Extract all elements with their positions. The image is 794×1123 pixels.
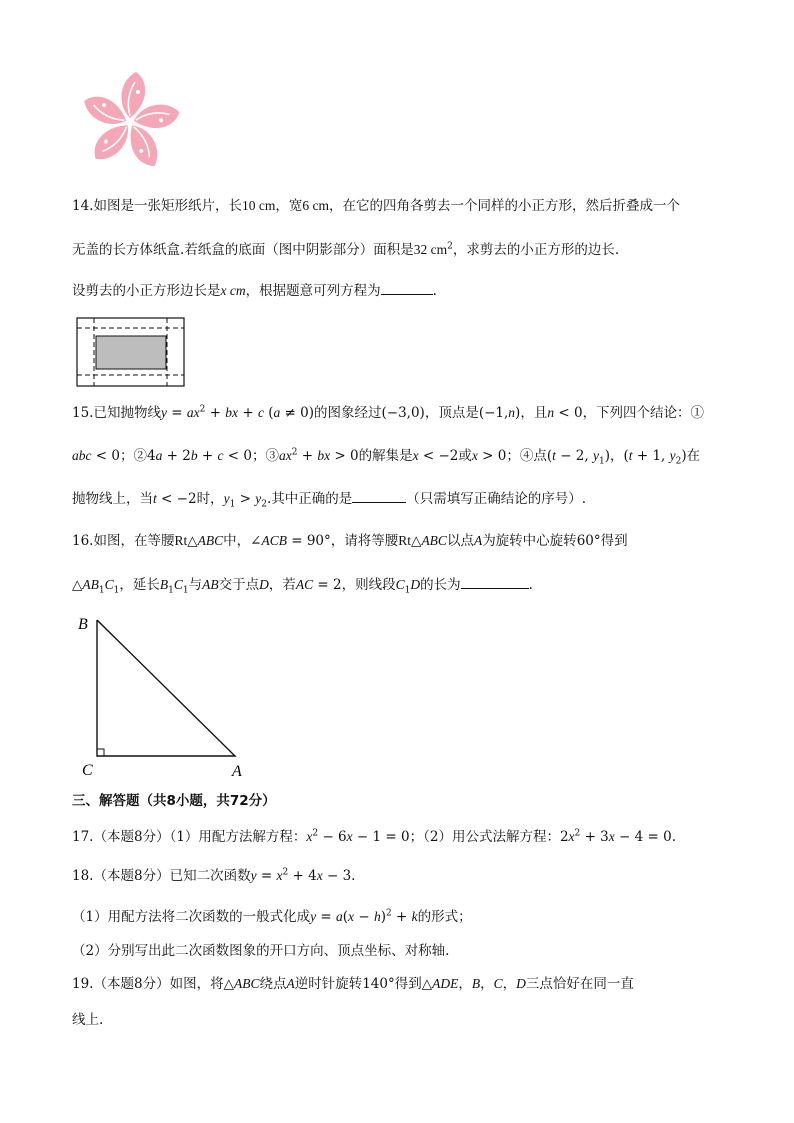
q15-line3: 抛物线上，当t < −2时，$y_1 > y_2$.其中正确的是 （只需填写正确结论的序号）. <box>72 488 586 509</box>
q19-line1: 19.（本题8分）如图，将△ABC绕点A逆时针旋转140°得到△ADE，B，C，D三点恰好在同一直 <box>72 976 634 992</box>
vertex-b-label: B <box>78 616 88 633</box>
bauhinia-flower-icon <box>74 68 186 176</box>
q17: 17.（本题8分）（1）用配方法解方程：$x^2 - 6x - 1 = 0$；（2）用公式法解方程：$2x^2 + 3x - 4 = 0$. <box>72 828 677 845</box>
answer-blank <box>352 488 406 503</box>
q14-line3: 设剪去的小正方形边长是x cm，根据题意可列方程为 . <box>72 280 437 301</box>
q15-line1: 15.已知抛物线$y = ax^2$ + bx + c (a ≠ 0)的图象经过(−3,0)，顶点是(−1,n)，且n < 0，下列四个结论：① <box>72 404 705 421</box>
vertex-a-label: A <box>232 763 242 780</box>
answer-blank <box>461 574 529 589</box>
q14-line2: 无盖的长方体纸盒.若纸盒的底面（图中阴影部分）面积是32 $cm^2$，求剪去的小正方形的边长. <box>72 241 620 258</box>
q19-line2: 线上. <box>72 1012 104 1028</box>
q16-line2: $\triangle AB_1C_1$，延长$B_1C_1$与AB交于点D，若AC = 2，则线段$C_1D$的长为 . <box>72 574 533 595</box>
vertex-c-label: C <box>82 762 93 779</box>
section-3-title: 三、解答题（共8小题，共72分） <box>72 793 276 809</box>
q14-line1: 14.如图是一张矩形纸片，长10 cm，宽6 cm，在它的四角各剪去一个同样的小正方形，然后折叠成一个 <box>72 198 680 214</box>
q18: 18.（本题8分）已知二次函数$y = x^2 + 4x - 3$. <box>72 867 356 884</box>
q15-line2: abc < 0；②4a + 2b + c < 0；$③ax^2$ + bx > 0的解集是x < −2或x > 0；④点(t − 2, $y_1$)，(t + 1, $y_2$)在 <box>72 447 701 467</box>
q16-line1: 16.如图，在等腰Rt△ABC中，∠ACB = 90°，请将等腰Rt△ABC以点A为旋转中心旋转60°得到 <box>72 533 628 549</box>
rectangle-paper-figure <box>76 317 186 389</box>
answer-blank <box>381 280 433 295</box>
q14-number: 14. <box>72 198 94 214</box>
q18-part2: （2）分别写出此二次函数图象的开口方向、顶点坐标、对称轴. <box>72 943 450 959</box>
triangle-figure <box>72 612 252 782</box>
q18-part1: （1）用配方法将二次函数的一般式化成$y = a(x - h)^2 + k$的形式； <box>72 908 472 925</box>
